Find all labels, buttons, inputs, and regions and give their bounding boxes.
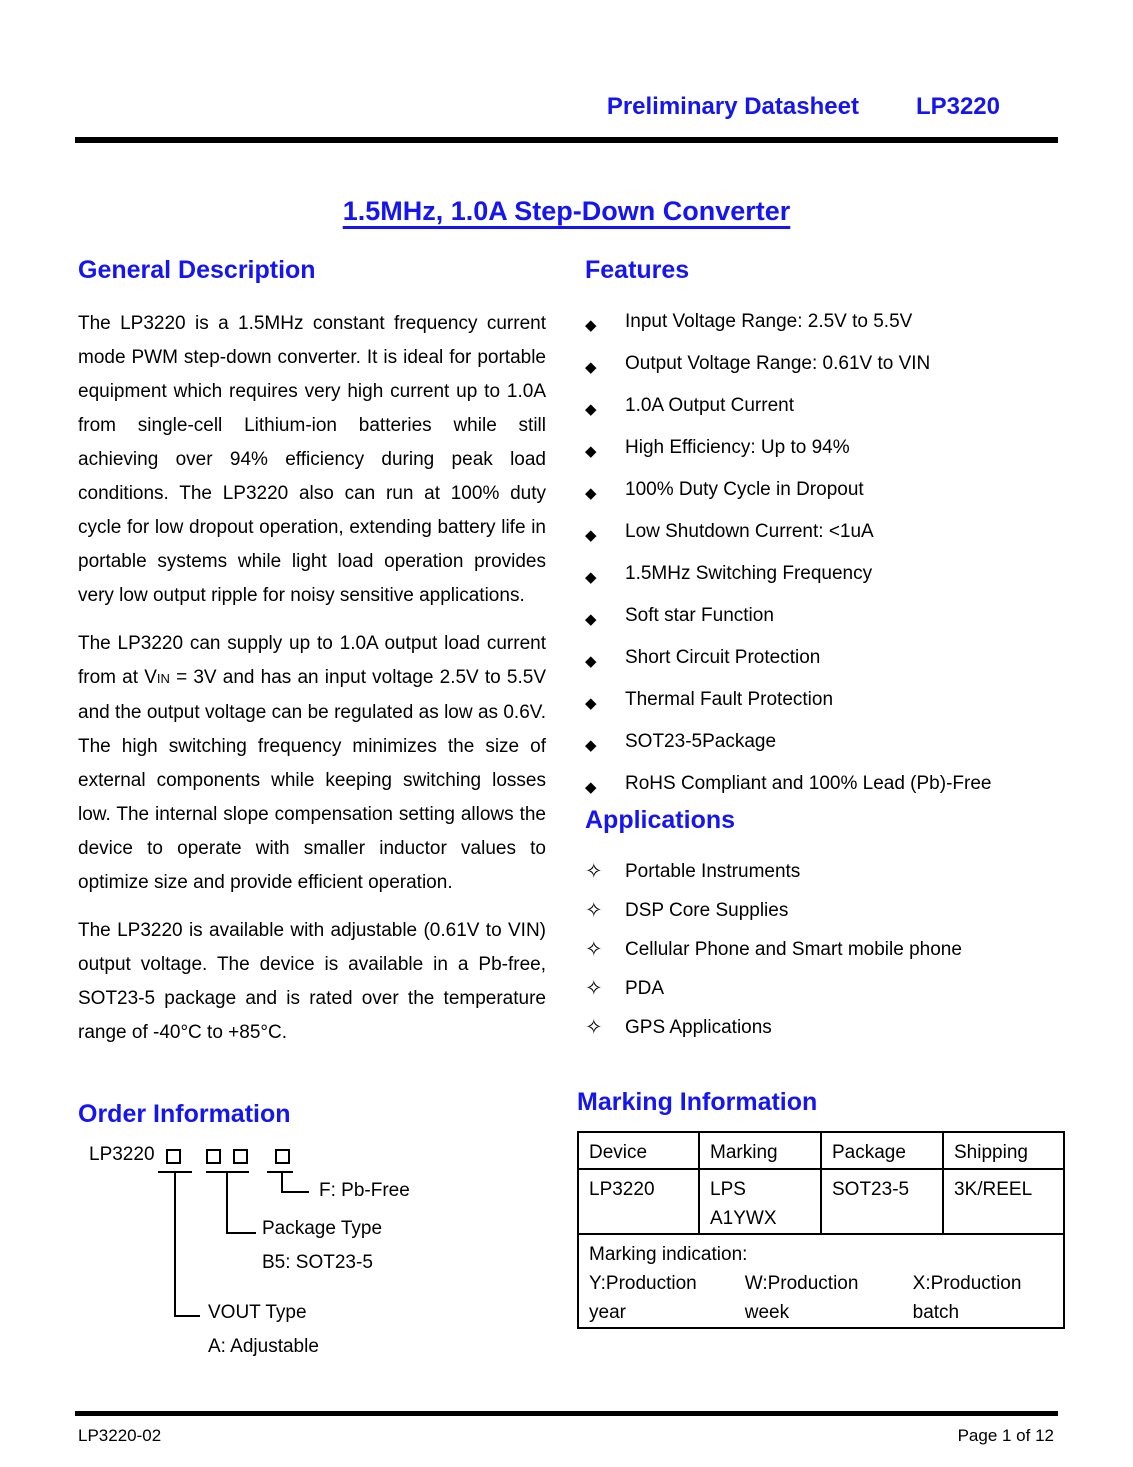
application-item <box>585 976 1063 1002</box>
feature-item <box>585 729 1063 758</box>
diamond-bullet-icon: ◆ <box>585 526 597 544</box>
order-digit-checkbox-1 <box>166 1149 181 1164</box>
connector-elbow-vout <box>174 1171 200 1317</box>
marking-information-heading: Marking Information <box>577 1088 818 1116</box>
feature-item <box>585 309 1063 338</box>
application-item <box>585 898 1063 924</box>
feature-item-label: Thermal Fault Protection <box>625 689 834 710</box>
order-digit-checkbox-2 <box>206 1149 221 1164</box>
feature-item-label: 100% Duty Cycle in Dropout <box>625 479 864 500</box>
footer-rule <box>75 1411 1058 1416</box>
diamond-bullet-icon: ◆ <box>585 568 597 586</box>
order-digit-checkbox-3 <box>233 1149 248 1164</box>
cell-device: LP3220 <box>578 1169 699 1234</box>
footer-page-number: Page 1 of 12 <box>957 1426 1054 1445</box>
feature-item-label: High Efficiency: Up to 94% <box>625 437 850 458</box>
legend-production-year: Y:Production year <box>589 1273 697 1323</box>
star-bullet-icon: ✧ <box>585 937 603 961</box>
order-package-type-value: B5: SOT23-5 <box>262 1252 373 1273</box>
marking-line-1: LPS <box>710 1179 746 1200</box>
paragraph-2-post: = 3V and has an input voltage 2.5V to 5.5V and the output voltage can be regulated as low as 0.6V. The high switching frequency minimizes the size of external components while keeping switching losses low. The internal slope compensation setting allows the device to operate with smaller inductor values to optimize size and provide efficient operation. <box>78 667 547 893</box>
general-description-paragraph-1: The LP3220 is a 1.5MHz constant frequency current mode PWM step-down converter. It is ideal for portable equipment which requires very high current up to 1.0A from single-cell Lithium-ion batteries while still achieving over 94% efficiency during peak load conditions. The LP3220 also can run at 100% duty cycle for low dropout operation, extending battery life in portable systems while light load operation provides very low output ripple for noisy sensitive applications. <box>78 313 546 606</box>
order-information-heading: Order Information <box>78 1100 291 1128</box>
paragraph-2-pre: The LP3220 can supply up to 1.0A output load current from at V <box>78 633 546 688</box>
order-digit-checkbox-4 <box>275 1149 290 1164</box>
order-information-diagram <box>60 1140 550 1430</box>
diamond-bullet-icon: ◆ <box>585 652 597 670</box>
order-vout-type-value: A: Adjustable <box>208 1336 319 1357</box>
cell-package: SOT23-5 <box>821 1169 943 1234</box>
applications-section <box>585 806 1063 1054</box>
diamond-bullet-icon: ◆ <box>585 736 597 754</box>
marking-indication-title: Marking indication: <box>589 1244 748 1265</box>
application-item-label: DSP Core Supplies <box>625 900 789 921</box>
header-part-number: LP3220 <box>915 93 1000 120</box>
order-pbfree-label: F: Pb-Free <box>319 1180 410 1201</box>
feature-item <box>585 519 1063 548</box>
legend-production-batch: X:Production batch <box>912 1273 1022 1323</box>
star-bullet-icon: ✧ <box>585 859 603 883</box>
features-heading: Features <box>585 256 690 284</box>
legend-production-week: W:Production week <box>744 1273 859 1323</box>
column-header-shipping: Shipping <box>943 1132 1064 1169</box>
feature-item-label: Soft star Function <box>625 605 774 626</box>
feature-item <box>585 351 1063 380</box>
general-description-section <box>78 256 546 1064</box>
marking-table-header-row <box>578 1132 1064 1169</box>
diamond-bullet-icon: ◆ <box>585 316 597 334</box>
column-header-device: Device <box>578 1132 699 1169</box>
feature-item <box>585 687 1063 716</box>
feature-item-label: 1.0A Output Current <box>625 395 794 416</box>
marking-information-section <box>577 1088 1063 1329</box>
application-item-label: PDA <box>625 978 665 999</box>
star-bullet-icon: ✧ <box>585 1015 603 1039</box>
general-description-paragraph-3: The LP3220 is available with adjustable (0.61V to VIN) output voltage. The device is available in a Pb-free, SOT23-5 package and is rated over the temperature range of -40°C to +85°C. <box>78 920 546 1043</box>
cell-marking-indication <box>578 1234 1064 1328</box>
feature-item-label: Low Shutdown Current: <1uA <box>625 521 874 542</box>
application-item <box>585 859 1063 885</box>
application-item <box>585 937 1063 963</box>
page-title-text: 1.5MHz, 1.0A Step-Down Converter <box>342 196 791 226</box>
marking-table-data-row <box>578 1169 1064 1234</box>
application-item-label: Portable Instruments <box>625 861 801 882</box>
vin-subscript: IN <box>156 671 170 686</box>
star-bullet-icon: ✧ <box>585 976 603 1000</box>
header-rule <box>75 137 1058 143</box>
page-title <box>0 196 1133 227</box>
features-list <box>585 309 1063 800</box>
connector-elbow-package <box>226 1171 256 1234</box>
column-header-marking: Marking <box>699 1132 821 1169</box>
application-item-label: GPS Applications <box>625 1017 772 1038</box>
feature-item-label: Output Voltage Range: 0.61V to VIN <box>625 353 931 374</box>
star-bullet-icon: ✧ <box>585 898 603 922</box>
cell-shipping: 3K/REEL <box>943 1169 1064 1234</box>
order-package-type-label: Package Type <box>262 1218 383 1239</box>
feature-item-label: RoHS Compliant and 100% Lead (Pb)-Free <box>625 773 992 794</box>
marking-line-2: A1YWX <box>710 1208 777 1229</box>
diamond-bullet-icon: ◆ <box>585 358 597 376</box>
feature-item <box>585 477 1063 506</box>
page-footer <box>78 1426 1054 1446</box>
general-description-heading: General Description <box>78 256 316 284</box>
applications-heading: Applications <box>585 806 736 834</box>
diamond-bullet-icon: ◆ <box>585 442 597 460</box>
feature-item-label: SOT23-5Package <box>625 731 777 752</box>
diamond-bullet-icon: ◆ <box>585 778 597 796</box>
marking-indication-legend <box>589 1269 1059 1327</box>
application-item-label: Cellular Phone and Smart mobile phone <box>625 939 962 960</box>
connector-elbow-pbfree <box>281 1171 309 1193</box>
feature-item <box>585 561 1063 590</box>
applications-list <box>585 859 1063 1041</box>
page-header <box>607 93 1000 121</box>
feature-item <box>585 393 1063 422</box>
feature-item <box>585 771 1063 800</box>
diamond-bullet-icon: ◆ <box>585 694 597 712</box>
marking-table <box>577 1131 1065 1329</box>
order-vout-type-label: VOUT Type <box>208 1302 307 1323</box>
general-description-paragraph-2 <box>78 627 546 900</box>
order-base-part: LP3220 <box>89 1144 155 1165</box>
header-doc-type: Preliminary Datasheet <box>606 93 859 120</box>
features-section <box>585 256 1063 813</box>
feature-item <box>585 435 1063 464</box>
feature-item-label: Input Voltage Range: 2.5V to 5.5V <box>625 311 913 332</box>
diamond-bullet-icon: ◆ <box>585 610 597 628</box>
application-item <box>585 1015 1063 1041</box>
feature-item <box>585 645 1063 674</box>
feature-item-label: Short Circuit Protection <box>625 647 821 668</box>
marking-table-note-row <box>578 1234 1064 1328</box>
cell-marking <box>699 1169 821 1234</box>
diamond-bullet-icon: ◆ <box>585 484 597 502</box>
footer-doc-code: LP3220-02 <box>78 1426 162 1445</box>
diamond-bullet-icon: ◆ <box>585 400 597 418</box>
feature-item-label: 1.5MHz Switching Frequency <box>625 563 873 584</box>
column-header-package: Package <box>821 1132 943 1169</box>
feature-item <box>585 603 1063 632</box>
